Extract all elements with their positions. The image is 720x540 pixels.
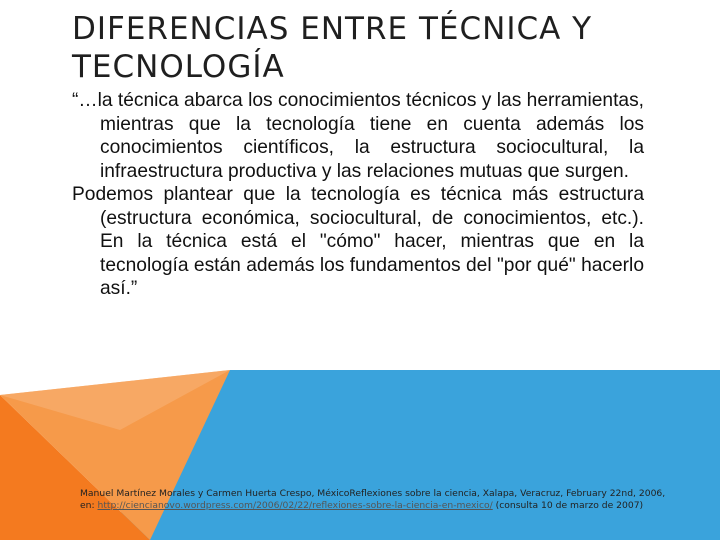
quote-paragraph: [72, 89, 644, 183]
citation: [80, 488, 680, 512]
citation-suffix: (consulta 10 de marzo de 2007): [492, 500, 644, 511]
citation-prefix: Manuel Martínez Morales y Carmen Huerta Crespo, MéxicoReflexiones sobre la ciencia, Xalapa, Veracruz, February 22nd, 2006, en:: [80, 488, 666, 511]
quote-paragraph-text: “…la técnica abarca los conocimientos técnicos y las herramientas, mientras que la tecnología tiene en cuenta además los conocimientos científicos, la estructura sociocultural, la infraestructura productiva y las relaciones mutuas que surgen.: [72, 90, 644, 182]
slide-body: [72, 89, 644, 301]
slide-title: DIFERENCIAS ENTRE TÉCNICA Y TECNOLOGÍA: [72, 11, 593, 85]
second-paragraph: [72, 183, 644, 301]
second-paragraph-text: Podemos plantear que la tecnología es técnica más estructura (estructura económica, sociocultural, de conocimientos, etc.). En la técnica está el "cómo" hacer, mientras que en la tecnología están además los fundamentos del "por qué" hacerlo así.”: [72, 184, 644, 299]
citation-link[interactable]: http://ciencianovo.wordpress.com/2006/02/22/reflexiones-sobre-la-ciencia-en-mexico/: [97, 500, 493, 511]
